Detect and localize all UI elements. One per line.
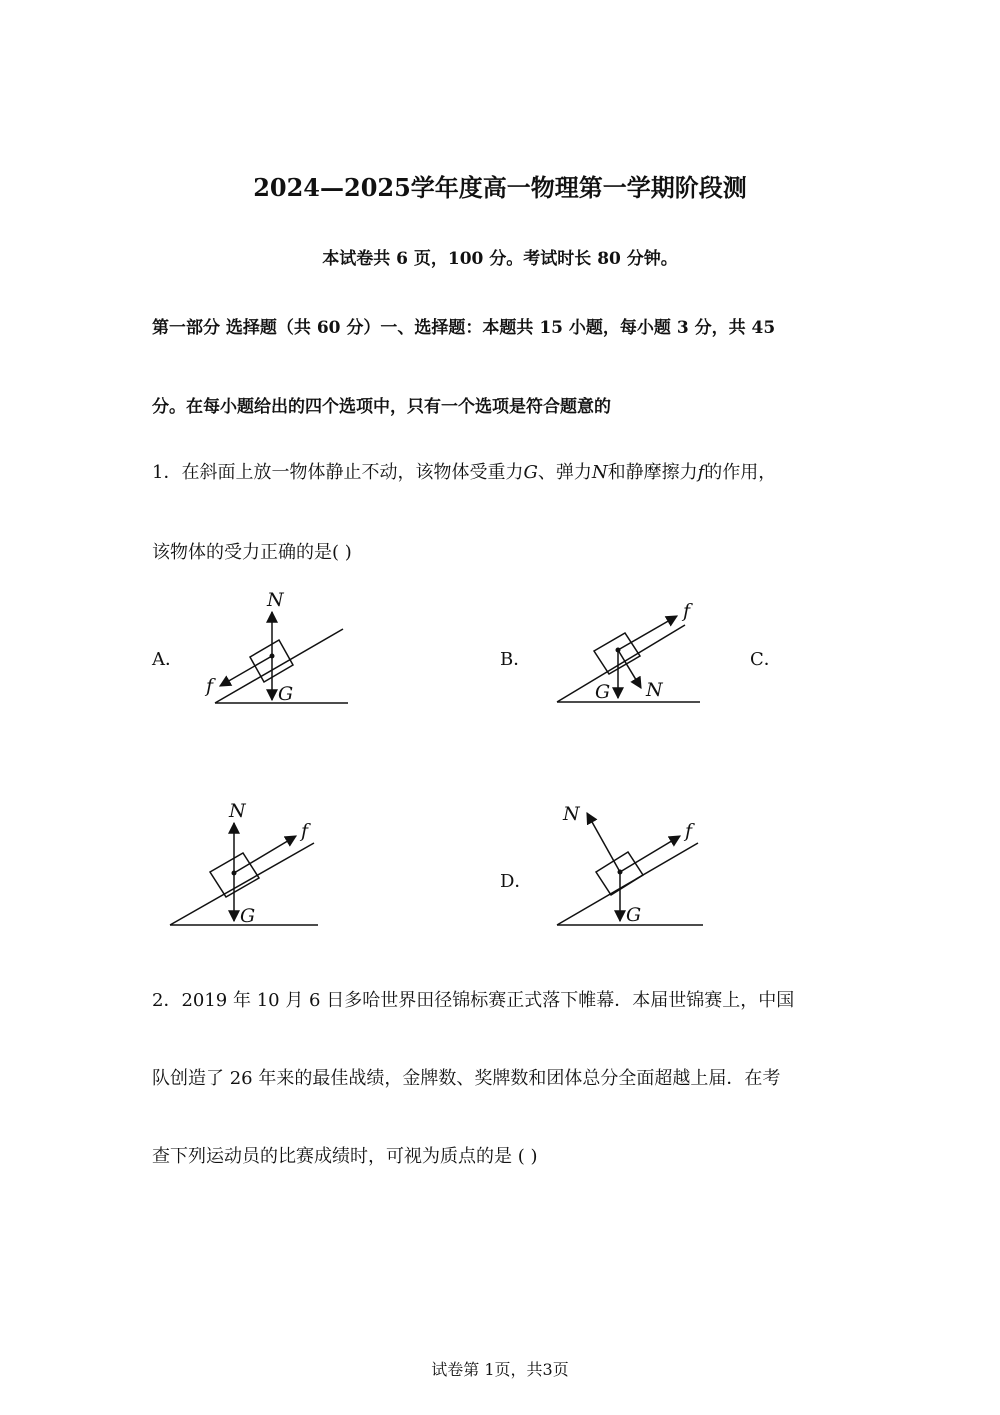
question-2-stem-line2: 队创造了 26 年来的最佳战绩，金牌数、奖牌数和团体总分全面超越上届．在考 bbox=[152, 1068, 781, 1089]
label-f: f bbox=[685, 820, 693, 842]
label-g: G bbox=[278, 683, 294, 705]
label-f: f bbox=[206, 675, 214, 697]
label-n: N bbox=[563, 803, 580, 825]
q1-text-a: 1．在斜面上放一物体静止不动，该物体受重力 bbox=[152, 462, 524, 483]
q1-symbol-f: f bbox=[697, 462, 705, 483]
label-n: N bbox=[646, 679, 663, 701]
question-2-stem-line1: 2．2019 年 10 月 6 日多哈世界田径锦标赛正式落下帷幕．本届世锦赛上，中国 bbox=[152, 990, 795, 1011]
label-g: G bbox=[626, 904, 642, 926]
center-point bbox=[618, 870, 623, 875]
label-g: G bbox=[595, 681, 611, 703]
question-1-stem-line2: 该物体的受力正确的是( ) bbox=[152, 542, 352, 563]
question-2-stem-line3: 查下列运动员的比赛成绩时，可视为质点的是 ( ) bbox=[152, 1146, 538, 1167]
q1-text-d: 的作用， bbox=[704, 462, 777, 483]
option-b-label: B． bbox=[500, 649, 532, 670]
label-f: f bbox=[683, 600, 691, 622]
q1-text-b: 、弹力 bbox=[537, 462, 592, 483]
page-title: 2024—2025学年度高一物理第一学期阶段测 bbox=[253, 173, 747, 202]
option-a-label: A． bbox=[152, 649, 183, 670]
section-heading-line2: 分。在每小题给出的四个选项中，只有一个选项是符合题意的 bbox=[152, 397, 611, 417]
q1-symbol-g: G bbox=[523, 462, 538, 483]
label-n: N bbox=[267, 589, 284, 611]
page-footer: 试卷第 1页，共3页 bbox=[431, 1360, 569, 1379]
q1-text-c: 和静摩擦力 bbox=[607, 462, 698, 483]
option-c-label: C． bbox=[750, 649, 782, 670]
q1-symbol-n: N bbox=[591, 462, 608, 483]
label-f: f bbox=[301, 820, 309, 842]
option-d-label: D． bbox=[500, 871, 533, 892]
label-n: N bbox=[229, 800, 246, 822]
exam-info: 本试卷共 6 页，100 分。考试时长 80 分钟。 bbox=[322, 249, 678, 269]
section-heading-line1: 第一部分 选择题（共 60 分）一、选择题：本题共 15 小题，每小题 3 分，共 45 bbox=[152, 318, 776, 338]
normal-force-arrow bbox=[587, 813, 620, 872]
label-g: G bbox=[240, 905, 256, 927]
